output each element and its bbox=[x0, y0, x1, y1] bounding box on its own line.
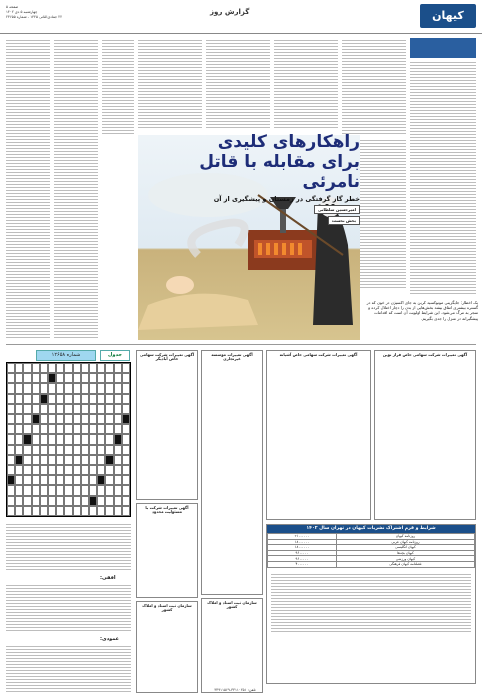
crossword-cell bbox=[73, 445, 81, 455]
text-column bbox=[54, 38, 98, 338]
table-cell: کیهان بچه‌ها bbox=[336, 550, 474, 556]
crossword-cell bbox=[89, 496, 97, 506]
page-label: صفحه ۵ bbox=[6, 5, 19, 9]
text-column bbox=[206, 38, 270, 130]
crossword-cell bbox=[73, 414, 81, 424]
crossword-cell bbox=[97, 363, 105, 373]
crossword-cell bbox=[48, 434, 56, 444]
notice-title: سازمان ثبت اسناد و املاک کشور bbox=[207, 600, 257, 610]
legal-notice bbox=[136, 601, 198, 693]
crossword-cell bbox=[81, 424, 89, 434]
crossword-cell bbox=[56, 496, 64, 506]
crossword-cell bbox=[81, 445, 89, 455]
crossword-cell bbox=[15, 445, 23, 455]
crossword-cell bbox=[97, 445, 105, 455]
crossword-cell bbox=[89, 394, 97, 404]
crossword-cell bbox=[7, 485, 15, 495]
crossword-cell bbox=[105, 404, 113, 414]
crossword-cell bbox=[40, 434, 48, 444]
crossword-cell bbox=[97, 475, 105, 485]
across-label: افقی: bbox=[100, 575, 116, 581]
crossword-cell bbox=[15, 496, 23, 506]
crossword-cell bbox=[40, 373, 48, 383]
date-line: چهارشنبه ۵ دی ۱۴۰۲ bbox=[6, 10, 38, 14]
crossword-cell bbox=[15, 363, 23, 373]
notice-title: آگهی تغییرات موسسه غیرتجاری bbox=[211, 352, 253, 362]
crossword-cell bbox=[40, 475, 48, 485]
crossword-cell bbox=[97, 434, 105, 444]
masthead bbox=[0, 0, 482, 34]
crossword-cell bbox=[23, 424, 31, 434]
table-cell: ۹۶۰۰۰۰۰ bbox=[268, 550, 337, 556]
crossword-cell bbox=[15, 404, 23, 414]
crossword-cell bbox=[64, 363, 72, 373]
crossword-cell bbox=[105, 383, 113, 393]
subheadline: خطر گاز گرفتگی در زمستان و پیشگیری از آن bbox=[213, 195, 360, 203]
crossword-cell bbox=[114, 496, 122, 506]
text-column bbox=[102, 38, 134, 134]
crossword-cell bbox=[7, 445, 15, 455]
crossword-cell bbox=[97, 424, 105, 434]
crossword-cell bbox=[105, 394, 113, 404]
crossword-cell bbox=[23, 414, 31, 424]
crossword-cell bbox=[89, 455, 97, 465]
clue-text bbox=[6, 522, 131, 572]
crossword-cell bbox=[23, 434, 31, 444]
crossword-cell bbox=[23, 475, 31, 485]
crossword-cell bbox=[81, 465, 89, 475]
crossword-cell bbox=[64, 394, 72, 404]
crossword-cell bbox=[40, 455, 48, 465]
crossword-cell bbox=[56, 373, 64, 383]
crossword-cell bbox=[48, 383, 56, 393]
crossword-cell bbox=[32, 394, 40, 404]
crossword-cell bbox=[64, 475, 72, 485]
crossword-cell bbox=[89, 414, 97, 424]
crossword-cell bbox=[73, 506, 81, 516]
crossword-cell bbox=[56, 485, 64, 495]
crossword-cell bbox=[105, 414, 113, 424]
crossword-cell bbox=[122, 506, 130, 516]
crossword-cell bbox=[15, 485, 23, 495]
crossword-cell bbox=[64, 424, 72, 434]
crossword-cell bbox=[15, 383, 23, 393]
crossword-cell bbox=[32, 496, 40, 506]
crossword-cell bbox=[105, 445, 113, 455]
crossword-cell bbox=[105, 373, 113, 383]
crossword-cell bbox=[7, 434, 15, 444]
notice-title: آگهی تغییرات شرکت سهامی خاص فراز نوین bbox=[382, 352, 468, 357]
crossword-cell bbox=[7, 455, 15, 465]
crossword-cell bbox=[48, 445, 56, 455]
crossword-cell bbox=[32, 404, 40, 414]
headline-line-1: راهکارهای کلیدی bbox=[217, 132, 360, 152]
crossword-cell bbox=[15, 434, 23, 444]
crossword-cell bbox=[40, 394, 48, 404]
text-column bbox=[342, 38, 406, 134]
text-column bbox=[274, 38, 338, 130]
byline-role: بخش نخست bbox=[328, 216, 360, 225]
byline-author: امیرحسین سلطانی bbox=[314, 205, 360, 214]
crossword-cell bbox=[40, 496, 48, 506]
crossword-cell bbox=[64, 496, 72, 506]
crossword-cell bbox=[40, 506, 48, 516]
crossword-cell bbox=[40, 485, 48, 495]
crossword-cell bbox=[15, 424, 23, 434]
crossword-cell bbox=[32, 475, 40, 485]
crossword-cell bbox=[81, 363, 89, 373]
crossword-cell bbox=[48, 455, 56, 465]
highlight-box bbox=[410, 38, 476, 58]
crossword-cell bbox=[23, 485, 31, 495]
crossword-cell bbox=[48, 506, 56, 516]
crossword-cell bbox=[105, 455, 113, 465]
crossword-cell bbox=[73, 496, 81, 506]
crossword-cell bbox=[89, 404, 97, 414]
crossword-cell bbox=[114, 465, 122, 475]
table-cell: کیهان ورزشی bbox=[336, 556, 474, 562]
crossword-cell bbox=[81, 455, 89, 465]
crossword-cell bbox=[48, 414, 56, 424]
legal-notice bbox=[201, 350, 263, 595]
crossword-cell bbox=[81, 394, 89, 404]
crossword-cell bbox=[114, 394, 122, 404]
crossword-cell bbox=[81, 404, 89, 414]
crossword-cell bbox=[48, 475, 56, 485]
crossword-cell bbox=[23, 363, 31, 373]
crossword-cell bbox=[64, 383, 72, 393]
crossword-cell bbox=[7, 506, 15, 516]
crossword-cell bbox=[48, 485, 56, 495]
crossword-cell bbox=[40, 445, 48, 455]
crossword-cell bbox=[73, 424, 81, 434]
crossword-cell bbox=[56, 506, 64, 516]
photo-caption: یک اخطار: جایگزینی مونوکسید کربن به جای اکسیژن در خون که در گستره بیشتری اتفاق بیفتد بخش‌هایی از بدن را دچار اختلال کرده و منجر به مرگ می‌شود. این شرایط اولویت آن است که اقدامات پیشگیرانه در منزل را جدی بگیریم. bbox=[366, 300, 478, 321]
crossword-cell bbox=[48, 424, 56, 434]
section-divider bbox=[6, 344, 476, 345]
crossword-cell bbox=[32, 424, 40, 434]
crossword-cell bbox=[32, 373, 40, 383]
crossword-cell bbox=[56, 445, 64, 455]
crossword-cell bbox=[89, 445, 97, 455]
crossword-cell bbox=[23, 394, 31, 404]
table-cell: ۱۸۰۰۰۰۰۰ bbox=[268, 545, 337, 551]
crossword-cell bbox=[73, 475, 81, 485]
crossword-cell bbox=[7, 414, 15, 424]
crossword-cell bbox=[122, 424, 130, 434]
crossword-cell bbox=[73, 363, 81, 373]
crossword-cell bbox=[105, 475, 113, 485]
crossword-cell bbox=[15, 373, 23, 383]
crossword-cell bbox=[73, 455, 81, 465]
crossword-cell bbox=[114, 383, 122, 393]
crossword-cell bbox=[81, 475, 89, 485]
crossword-cell bbox=[23, 445, 31, 455]
crossword-cell bbox=[81, 373, 89, 383]
crossword-cell bbox=[114, 424, 122, 434]
crossword-cell bbox=[15, 475, 23, 485]
crossword-cell bbox=[7, 465, 15, 475]
crossword-cell bbox=[114, 414, 122, 424]
crossword-cell bbox=[73, 434, 81, 444]
table-cell: روزنامه کیهان bbox=[336, 534, 474, 540]
crossword-cell bbox=[122, 455, 130, 465]
crossword-cell bbox=[56, 394, 64, 404]
crossword-cell bbox=[97, 496, 105, 506]
crossword-cell bbox=[64, 445, 72, 455]
crossword-cell bbox=[73, 373, 81, 383]
crossword-cell bbox=[48, 496, 56, 506]
crossword-cell bbox=[105, 496, 113, 506]
crossword-cell bbox=[81, 414, 89, 424]
crossword-cell bbox=[114, 475, 122, 485]
notice-title: آگهی تغییرات شرکت سهامی خاص آشیانه bbox=[279, 352, 358, 357]
crossword-cell bbox=[122, 373, 130, 383]
crossword-cell bbox=[40, 465, 48, 475]
crossword-cell bbox=[114, 485, 122, 495]
notice-title: سازمان ثبت اسناد و املاک کشور bbox=[142, 603, 192, 613]
issue-line: ۲۲ جمادی‌الثانی ۱۴۴۵ - شماره ۲۳۶۵۵ bbox=[6, 15, 63, 19]
table-row bbox=[268, 561, 475, 567]
crossword-cell bbox=[7, 363, 15, 373]
crossword-cell bbox=[97, 414, 105, 424]
crossword-cell bbox=[89, 363, 97, 373]
legal-notice bbox=[136, 350, 198, 500]
crossword-cell bbox=[122, 475, 130, 485]
crossword-cell bbox=[105, 434, 113, 444]
crossword-cell bbox=[122, 414, 130, 424]
crossword-cell bbox=[15, 506, 23, 516]
footer-phone: تلفن: ۳۳۱۱۰۲۵۱-۳۳۹۱۱۵۶۹ bbox=[214, 688, 256, 692]
crossword-cell bbox=[122, 363, 130, 373]
crossword-header bbox=[6, 350, 131, 362]
crossword-cell bbox=[23, 383, 31, 393]
main-headline bbox=[150, 132, 360, 225]
subscription-box bbox=[266, 524, 476, 684]
crossword-cell bbox=[56, 455, 64, 465]
clue-text bbox=[6, 583, 131, 633]
table-cell: روزنامه کیهان عربی bbox=[336, 539, 474, 545]
crossword-cell bbox=[40, 404, 48, 414]
crossword-cell bbox=[48, 404, 56, 414]
crossword-cell bbox=[114, 445, 122, 455]
crossword-cell bbox=[23, 506, 31, 516]
crossword-cell bbox=[40, 414, 48, 424]
crossword-cell bbox=[89, 475, 97, 485]
crossword-cell bbox=[97, 485, 105, 495]
table-cell: ۱۸۰۰۰۰۰۰ bbox=[268, 539, 337, 545]
crossword-cell bbox=[23, 465, 31, 475]
crossword-cell bbox=[73, 383, 81, 393]
subscription-form bbox=[271, 572, 471, 632]
crossword-cell bbox=[32, 455, 40, 465]
crossword-badge: جدول bbox=[100, 350, 130, 361]
crossword-cell bbox=[81, 383, 89, 393]
text-column bbox=[138, 38, 202, 130]
clue-text bbox=[6, 644, 131, 694]
issue-meta bbox=[6, 5, 62, 20]
crossword-cell bbox=[97, 383, 105, 393]
crossword-cell bbox=[81, 485, 89, 495]
crossword-cell bbox=[73, 394, 81, 404]
crossword-cell bbox=[32, 383, 40, 393]
crossword-cell bbox=[73, 404, 81, 414]
notice-title: آگهی تغییرات شرکت سهامی خاص آبادیگر bbox=[139, 352, 195, 362]
crossword-cell bbox=[15, 394, 23, 404]
crossword-cell bbox=[97, 455, 105, 465]
crossword-cell bbox=[32, 363, 40, 373]
crossword-cell bbox=[64, 465, 72, 475]
crossword-cell bbox=[32, 485, 40, 495]
crossword-cell bbox=[73, 485, 81, 495]
notice-title: آگهی تغییرات شرکت با مسئولیت محدود bbox=[145, 505, 189, 515]
crossword-cell bbox=[97, 506, 105, 516]
down-label: عمودی: bbox=[100, 636, 120, 642]
crossword-cell bbox=[97, 394, 105, 404]
subscription-title: شرایط و فرم اشتراک نشریات کیهان در تهران سال ۱۴۰۲ bbox=[267, 525, 475, 533]
table-cell: ۲۱۰۰۰۰۰۰ bbox=[268, 534, 337, 540]
crossword-cell bbox=[56, 383, 64, 393]
crossword-cell bbox=[105, 506, 113, 516]
crossword-cell bbox=[56, 465, 64, 475]
crossword-cell bbox=[81, 496, 89, 506]
crossword-cell bbox=[48, 394, 56, 404]
crossword-number: شماره ۱۲۶۵۸ bbox=[36, 350, 96, 361]
crossword-cell bbox=[48, 373, 56, 383]
crossword-cell bbox=[7, 383, 15, 393]
crossword-cell bbox=[32, 434, 40, 444]
crossword-cell bbox=[122, 394, 130, 404]
crossword-cell bbox=[105, 465, 113, 475]
legal-notice bbox=[136, 503, 198, 598]
crossword-cell bbox=[40, 363, 48, 373]
crossword-cell bbox=[32, 506, 40, 516]
crossword-cell bbox=[56, 404, 64, 414]
crossword-cell bbox=[7, 373, 15, 383]
crossword-cell bbox=[23, 404, 31, 414]
kayhan-logo: کیهان bbox=[420, 4, 476, 28]
crossword-cell bbox=[64, 414, 72, 424]
crossword-cell bbox=[15, 455, 23, 465]
crossword-grid bbox=[6, 362, 131, 517]
crossword-cell bbox=[122, 485, 130, 495]
crossword-cell bbox=[122, 404, 130, 414]
table-cell: ۹۶۰۰۰۰۰ bbox=[268, 556, 337, 562]
crossword-cell bbox=[23, 496, 31, 506]
crossword-cell bbox=[7, 424, 15, 434]
crossword-cell bbox=[105, 424, 113, 434]
table-cell: کیهان انگلیسی bbox=[336, 545, 474, 551]
crossword-cell bbox=[7, 404, 15, 414]
legal-notice bbox=[266, 350, 371, 520]
crossword-cell bbox=[15, 465, 23, 475]
text-column bbox=[410, 60, 476, 296]
crossword-cell bbox=[97, 404, 105, 414]
crossword-cell bbox=[56, 424, 64, 434]
crossword-cell bbox=[64, 373, 72, 383]
crossword-cell bbox=[48, 465, 56, 475]
crossword-cell bbox=[56, 414, 64, 424]
crossword-cell bbox=[105, 485, 113, 495]
crossword-cell bbox=[64, 485, 72, 495]
table-cell: ۴۰۰۰۰۰۰ bbox=[268, 561, 337, 567]
crossword-cell bbox=[81, 434, 89, 444]
crossword-cell bbox=[122, 465, 130, 475]
crossword-cell bbox=[89, 383, 97, 393]
crossword-cell bbox=[89, 485, 97, 495]
section-title: گزارش روز bbox=[210, 8, 250, 16]
crossword-cell bbox=[40, 383, 48, 393]
crossword-cell bbox=[114, 373, 122, 383]
crossword-cell bbox=[122, 434, 130, 444]
crossword-cell bbox=[32, 445, 40, 455]
crossword-cell bbox=[56, 363, 64, 373]
crossword-cell bbox=[7, 496, 15, 506]
crossword-cell bbox=[32, 414, 40, 424]
crossword-cell bbox=[122, 496, 130, 506]
crossword-cell bbox=[89, 506, 97, 516]
crossword-cell bbox=[114, 363, 122, 373]
headline-line-2: برای مقابله با قاتل نامرئی bbox=[199, 152, 360, 192]
crossword-cell bbox=[89, 424, 97, 434]
crossword-cell bbox=[64, 404, 72, 414]
crossword-cell bbox=[89, 434, 97, 444]
crossword-cell bbox=[73, 465, 81, 475]
crossword-cell bbox=[105, 363, 113, 373]
crossword-cell bbox=[97, 373, 105, 383]
crossword-cell bbox=[7, 475, 15, 485]
crossword-cell bbox=[40, 424, 48, 434]
crossword-cell bbox=[64, 455, 72, 465]
crossword-cell bbox=[122, 445, 130, 455]
crossword-cell bbox=[23, 373, 31, 383]
crossword-cell bbox=[122, 383, 130, 393]
crossword-cell bbox=[81, 506, 89, 516]
text-column bbox=[6, 38, 50, 338]
crossword-cell bbox=[114, 404, 122, 414]
crossword-cell bbox=[56, 434, 64, 444]
crossword-cell bbox=[64, 506, 72, 516]
crossword-cell bbox=[114, 434, 122, 444]
crossword-cell bbox=[89, 465, 97, 475]
crossword-cell bbox=[23, 455, 31, 465]
crossword-cell bbox=[15, 414, 23, 424]
table-cell: فصلنامه کیهان فرهنگی bbox=[336, 561, 474, 567]
crossword-cell bbox=[97, 465, 105, 475]
crossword-cell bbox=[89, 373, 97, 383]
crossword-cell bbox=[56, 475, 64, 485]
crossword-cell bbox=[114, 455, 122, 465]
crossword-cell bbox=[64, 434, 72, 444]
subscription-table bbox=[267, 533, 475, 568]
crossword-cell bbox=[48, 363, 56, 373]
crossword-cell bbox=[32, 465, 40, 475]
legal-notice bbox=[374, 350, 476, 520]
crossword-cell bbox=[7, 394, 15, 404]
crossword-cell bbox=[114, 506, 122, 516]
legal-notice bbox=[201, 598, 263, 693]
